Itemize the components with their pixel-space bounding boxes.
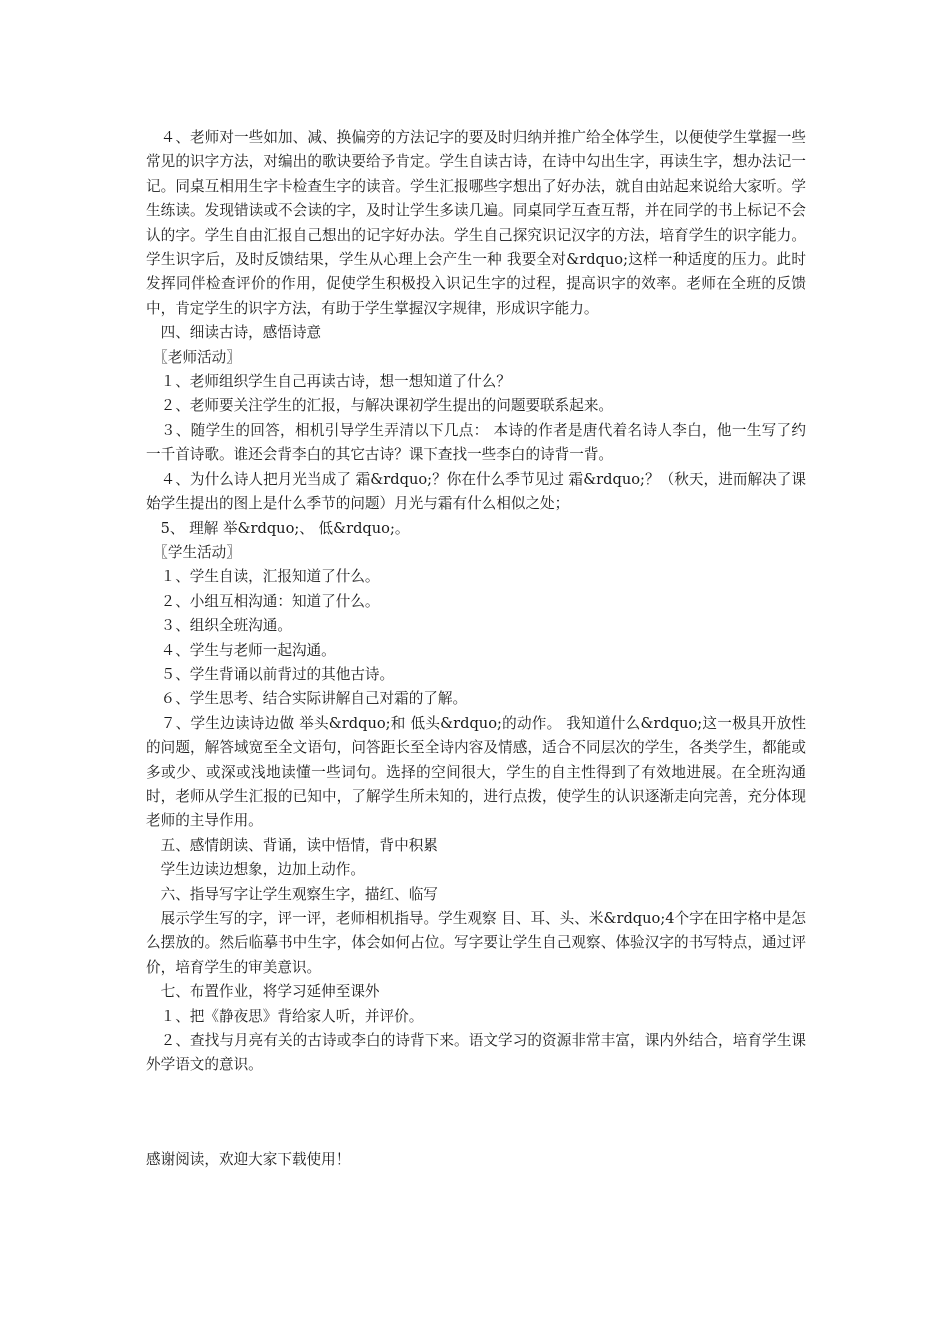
teacher-activity-item: ２、老师要关注学生的汇报，与解决课初学生提出的问题要联系起来。 [146,397,614,415]
student-activity-item: ３、组织全班沟通。 [146,617,292,635]
teacher-activity-item: １、老师组织学生自己再读古诗，想一想知道了什么？ [146,373,511,391]
student-activity-item: ７、学生边读诗边做 举头&rdquo;和 低头&rdquo;的动作。 我知道什么&rdquo;这一极具开放性的问题，解答域宽至全文语句，问答距长至全诗内容及情感，适合不同层次的学生，各类学生，都能或多或少、或深或浅地读懂一些词句。选择的空间很大，学生的自主性得到了有效地进展。在全班沟通时，老师从学生汇报的已知中，了解学生所未知的，进行点拨，使学生的认识逐渐走向完善，充分体现老师的主导作用。 [146,714,806,830]
student-activity-item: ２、小组互相沟通：知道了什么。 [146,592,380,610]
closing-note: 感谢阅读，欢迎大家下载使用！ [146,1151,351,1168]
student-activity-item: １、学生自读，汇报知道了什么。 [146,568,380,586]
teacher-activity-item: 5、 理解 举&rdquo;、 低&rdquo;。 [146,519,410,537]
section-heading-5: 五、感情朗读、背诵，读中悟情，背中积累 [146,836,438,854]
student-activity-item: ６、学生思考、结合实际讲解自己对霜的了解。 [146,690,468,708]
teacher-activity-item: ３、随学生的回答，相机引导学生弄清以下几点： 本诗的作者是唐代着名诗人李白，他一生写了约一千首诗歌。谁还会背李白的其它古诗？课下查找一些李白的诗背一背。 [146,421,806,464]
student-activity-heading: 〖学生活动〗 [146,543,241,561]
homework-item: ２、查找与月亮有关的古诗或李白的诗背下来。语文学习的资源非常丰富，课内外结合，培育学生课外学语文的意识。 [146,1032,806,1074]
section-5-body: 学生边读边想象，边加上动作。 [146,861,365,879]
teacher-activity-item: ４、为什么诗人把月光当成了 霜&rdquo;？你在什么季节见过 霜&rdquo;？（秋天，进而解决了课始学生提出的图上是什么季节的问题）月光与霜有什么相似之处； [146,470,806,513]
student-activity-item: ４、学生与老师一起沟通。 [146,641,336,659]
teacher-activity-heading: 〖老师活动〗 [146,348,241,366]
homework-item: １、把《静夜思》背给家人听，并评价。 [146,1007,424,1025]
lesson-plan-body [146,126,806,1078]
section-6-body: 展示学生写的字，评一评，老师相机指导。学生观察 目、耳、头、米&rdquo;4个字在田字格中是怎么摆放的。然后临摹书中生字，体会如何占位。写字要让学生自己观察、体验汉字的书写特点，通过评价，培育学生的审美意识。 [146,910,806,976]
section-heading-6: 六、指导写字让学生观察生字，描红、临写 [146,885,438,903]
student-activity-item: ５、学生背诵以前背过的其他古诗。 [146,665,395,683]
section-heading-4: 四、细读古诗，感悟诗意 [146,324,322,342]
section-heading-7: 七、布置作业，将学习延伸至课外 [146,983,380,1001]
paragraph-recognition-methods: ４、老师对一些如加、减、换偏旁的方法记字的要及时归纳并推广给全体学生，以便使学生掌握一些常见的识字方法，对编出的歌诀要给予肯定。学生自读古诗，在诗中勾出生字，再读生字，想办法记一记。同桌互相用生字卡检查生字的读音。学生汇报哪些字想出了好办法，就自由站起来说给大家听。学生练读。发现错读或不会读的字，及时让学生多读几遍。同桌同学互查互帮，并在同学的书上标记不会认的字。学生自由汇报自己想出的记字好办法。学生自己探究识记汉字的方法，培育学生的识字能力。学生识字后，及时反馈结果，学生从心理上会产生一种 我要全对&rdquo;这样一种适度的压力。此时发挥同伴检查评价的作用，促使学生积极投入识记生字的过程，提高识字的效率。老师在全班的反馈中，肯定学生的识字方法，有助于学生掌握汉字规律，形成识字能力。 [146,129,806,317]
